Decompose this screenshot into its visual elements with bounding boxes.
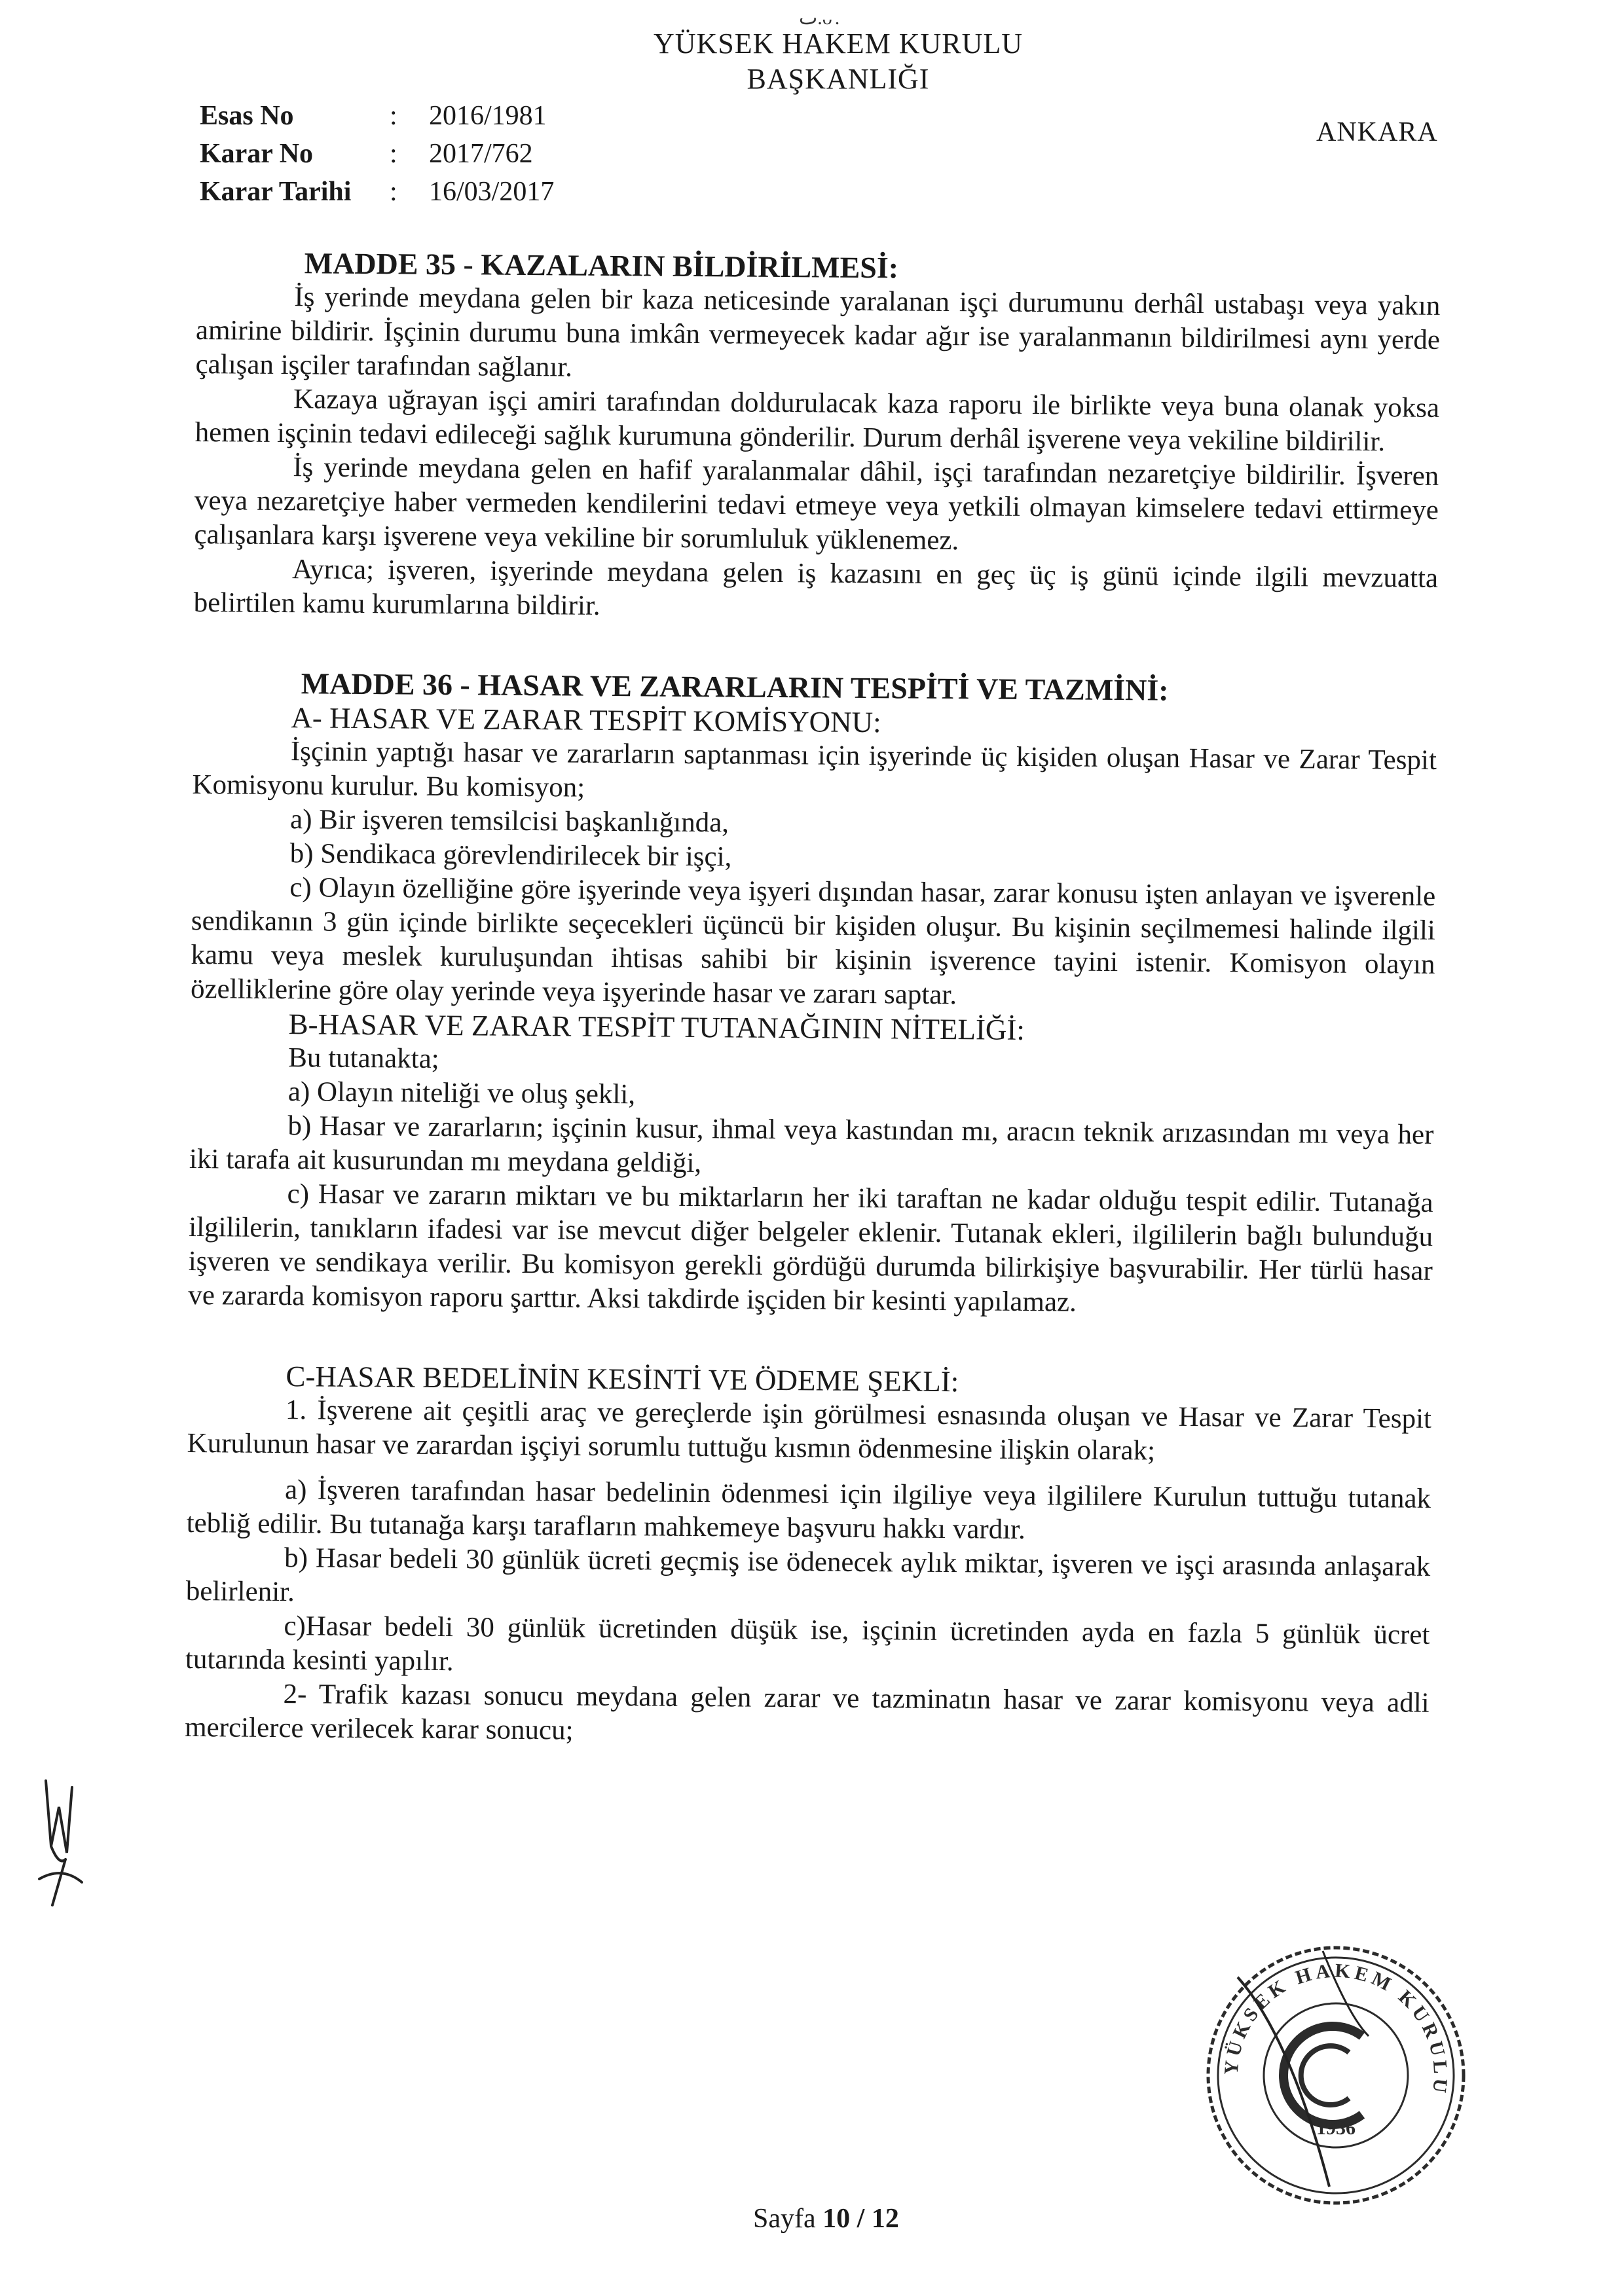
- list-item: b) Hasar bedeli 30 günlük ücreti geçmiş ise ödenecek aylık miktar, işveren ve işçi arasında anlaşarak belirlenir.: [185, 1542, 1431, 1608]
- list-item: c) Olayın özelliğine göre işyerinde veya işyeri dışından hasar, zarar konusu işten anlayan ve işverenle sendikanın 3 gün içinde birlikte seçecekleri üçüncü bir kişiden oluşur. Bu kişinin seçilmemesi halinde ilgili kamu veya meslek kuruluşundan ihtisas sahibi bir kişinin işverence tayini istenir. Komisyon olayın özelliklerine göre olay yerinde veya işyerinde hasar ve zararı saptar.: [190, 872, 1436, 1011]
- organization-title: [589, 26, 1087, 97]
- official-stamp-icon: [1198, 1938, 1473, 2213]
- meta-value: 2016/1981: [429, 101, 547, 131]
- organization-line-1: YÜKSEK HAKEM KURULU: [653, 27, 1024, 60]
- document-body: [185, 246, 1441, 1755]
- list-item: Bu tutanakta;: [288, 1042, 439, 1074]
- section-a-title: A- HASAR VE ZARAR TESPİT KOMİSYONU:: [291, 701, 881, 739]
- header-fragment: ٮ.ᴗ.: [799, 7, 843, 29]
- meta-row-esas: [200, 97, 554, 135]
- paragraph: Ayrıca; işveren, işyerinde meydana gelen iş kazasını en geç üç iş günü içinde ilgili mevzuatta belirtilen kamu kurumlarına bildirir.: [193, 554, 1439, 621]
- meta-row-karar: [200, 135, 554, 173]
- meta-row-tarih: [200, 173, 554, 211]
- stamp-ring-text: YÜKSEK HAKEM KURULU: [1220, 1959, 1452, 2098]
- paragraph: İş yerinde meydana gelen bir kaza neticesinde yaralanan işçi durumunu derhâl ustabaşı veya yakın amirine bildirir. İşçinin durumu buna imkân vermeyecek kadar ağır ise yaralanmanın bildirilmesi aynı yerde çalışan işçiler tarafından sağlanır.: [195, 282, 1441, 383]
- list-item: 1. İşverene ait çeşitli araç ve gereçlerde işin görülmesi esnasında oluşan ve Hasar ve Zarar Tespit Kurulunun hasar ve zarardan işçiyi sorumlu tuttuğu kısmın ödenmesine ilişkin olarak;: [187, 1394, 1432, 1467]
- margin-signature-icon: [26, 1768, 98, 1912]
- section-b-title: B-HASAR VE ZARAR TESPİT TUTANAĞININ NİTELİĞİ:: [288, 1008, 1025, 1046]
- section-c-title: C-HASAR BEDELİNİN KESİNTİ VE ÖDEME ŞEKLİ:: [286, 1360, 959, 1398]
- list-item: c)Hasar bedeli 30 günlük ücretinden düşük ise, işçinin ücretinden ayda en fazla 5 günlük ücret tutarında kesinti yapılır.: [185, 1611, 1430, 1677]
- organization-line-2: BAŞKANLIĞI: [747, 63, 930, 95]
- page-number-current: 10: [822, 2204, 851, 2234]
- paragraph: Kazaya uğrayan işçi amiri tarafından doldurulacak kaza raporu ile birlikte veya buna olanak yoksa hemen işçinin tedavi edileceği sağlık kurumuna gönderilir. Durum derhâl işverene veya vekiline bildirilir.: [194, 384, 1440, 458]
- list-item: b) Hasar ve zararların; işçinin kusur, ihmal veya kastından mı, aracın teknik arızasından mı veya her iki tarafa ait kusurundan mı meydana geldiği,: [189, 1110, 1434, 1179]
- city-label: ANKARA: [1316, 117, 1438, 147]
- list-item: b) Sendikaca görevlendirilecek bir işçi,: [289, 838, 732, 873]
- madde-35-heading: MADDE 35 - KAZALARIN BİLDİRİLMESİ:: [304, 246, 899, 285]
- meta-value: 2017/762: [429, 139, 533, 169]
- list-item: a) Olayın niteliği ve oluş şekli,: [287, 1076, 636, 1110]
- paragraph: İş yerinde meydana gelen en hafif yaralanmalar dâhil, işçi tarafından nezaretçiye bildirilir. İşveren veya nezaretçiye haber vermeden kendilerini tedavi etmeye veya yetkili olmayan kimselere tedavi ettirmeye çalışanlara karşı işverene veya vekiline bir sorumluluk yüklenemez.: [194, 452, 1439, 556]
- case-metadata: [200, 97, 554, 211]
- meta-key: Esas No: [200, 101, 294, 131]
- stamp-year: 1936: [1316, 2117, 1356, 2139]
- page-number: [753, 2203, 899, 2234]
- meta-key: Karar No: [200, 139, 314, 169]
- page-number-total: 12: [871, 2204, 899, 2234]
- paragraph: İşçinin yaptığı hasar ve zararların saptanması için işyerinde üç kişiden oluşan Hasar ve Zarar Tespit Komisyonu kurulur. Bu komisyon;: [192, 736, 1437, 803]
- meta-separator: :: [390, 177, 397, 207]
- meta-separator: :: [390, 139, 397, 169]
- meta-key: Karar Tarihi: [200, 177, 352, 207]
- meta-separator: :: [390, 101, 397, 131]
- list-item: a) İşveren tarafından hasar bedelinin ödenmesi için ilgiliye veya ilgililere Kurulun tuttuğu tutanak tebliğ edilir. Bu tutanağa karşı tarafların mahkemeye başvuru hakkı vardır.: [186, 1474, 1431, 1546]
- meta-value: 16/03/2017: [429, 177, 555, 207]
- madde-36-heading: MADDE 36 - HASAR VE ZARARLARIN TESPİTİ VE TAZMİNİ:: [301, 666, 1169, 707]
- list-item: a) Bir işveren temsilcisi başkanlığında,: [289, 804, 729, 839]
- page-number-prefix: Sayfa: [753, 2204, 823, 2234]
- page-number-separator: /: [850, 2204, 872, 2234]
- list-item: c) Hasar ve zararın miktarı ve bu miktarların her iki taraftan ne kadar olduğu tespit edilir. Tutanağa ilgililerin, tanıkların ifadesi var ise mevcut diğer belgeler eklenir. Tutanak ekleri, ilgililerin bağlı bulunduğu işveren ve sendikaya verilir. Bu komisyon gerekli gördüğü durumda bilirkişiye başvurabilir. Her türlü hasar ve zararda komisyon raporu şarttır. Aksi takdirde işçiden bir kesinti yapılamaz.: [188, 1178, 1433, 1318]
- list-item: 2- Trafik kazası sonucu meydana gelen zarar ve tazminatın hasar ve zarar komisyonu veya adli mercilerce verilecek karar sonucu;: [185, 1679, 1430, 1746]
